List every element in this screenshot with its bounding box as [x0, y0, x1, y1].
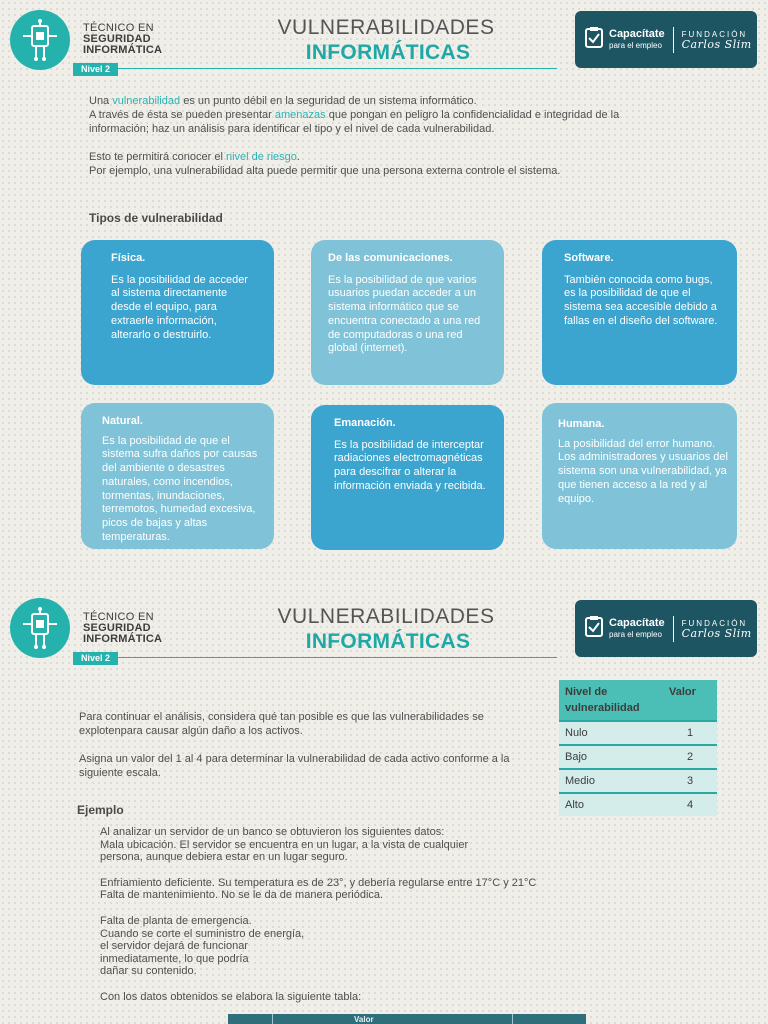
logo-text — [83, 23, 162, 56]
page-subtitle: INFORMÁTICAS — [305, 41, 471, 64]
value-cell: 2 — [663, 745, 717, 769]
card-text: También conocida como bugs, es la posibilidad de que el sistema sea accesible debido a fallas en el diseño del software. — [564, 273, 718, 327]
example-text — [100, 826, 537, 1004]
example-line: Al analizar un servidor de un banco se obtuvieron los siguientes datos: — [100, 826, 445, 838]
intro-p1 — [89, 94, 644, 108]
card-text: Es la posibilidad de acceder al sistema directamente desde el equipo, para extraerle información, alterarlo o destruirlo. — [111, 273, 248, 341]
brand-cap-label: Capacítate — [609, 616, 665, 629]
example-line: Enfriamiento deficiente. Su temperatura es de 23°, y debería regularse entre 17°C y 21°C — [100, 876, 537, 889]
card-comunicaciones — [311, 240, 504, 385]
example-line: dañar su contenido. — [100, 965, 197, 978]
card-natural — [81, 403, 274, 549]
value-cell: 4 — [663, 793, 717, 816]
table-row — [559, 721, 717, 745]
card-title: Software. — [564, 252, 614, 264]
card-software — [542, 240, 737, 385]
amenazas-link: amenazas — [274, 109, 326, 121]
brand-cap-label: Capacítate — [609, 27, 665, 40]
nivel-badge: Nivel 2 — [73, 63, 118, 76]
page-title: VULNERABILIDADES — [277, 605, 495, 628]
intro-text — [89, 94, 644, 178]
logo-line2: SEGURIDAD — [83, 33, 151, 45]
value-cell: 1 — [663, 721, 717, 745]
level-cell: Alto — [559, 793, 663, 816]
page-title: VULNERABILIDADES — [277, 16, 495, 39]
nivel-badge: Nivel 2 — [73, 652, 118, 665]
clipboard-icon — [585, 615, 603, 642]
intro-p3-b: . — [296, 151, 300, 163]
table-header-level: Nivel de vulnerabilidad — [559, 680, 663, 721]
page2-p2: Asigna un valor del 1 al 4 para determinar la vulnerabilidad de cada activo conforme a la siguiente escala. — [79, 753, 510, 779]
brand-logo — [575, 600, 757, 657]
intro-p3 — [89, 150, 644, 164]
example-line: inmediatamente, lo que podría — [100, 952, 249, 965]
table-row — [559, 745, 717, 769]
page2-p1: Para continuar el análisis, considera qué tan posible es que las vulnerabilidades se explotenpara causar algún daño a los activos. — [79, 711, 484, 737]
brand-capacitate — [609, 28, 665, 52]
intro-p2-b: que pongan en peligro la confidencialidad e integridad de la información; haz un análisis para identificar el tipo y el nivel de cada vulnerabilidad. — [89, 109, 620, 135]
example-heading: Ejemplo — [77, 803, 124, 817]
card-text: Es la posibilidad de interceptar radiaciones electromagnéticas para descifrar o alterar la información enviada y recibida. — [334, 438, 486, 492]
brand-fund-label: FUNDACIÓN — [681, 618, 748, 628]
logo-line1: TÉCNICO EN — [83, 611, 154, 623]
intro-p4: Por ejemplo, una vulnerabilidad alta puede permitir que una persona externa controle el sistema. — [89, 165, 561, 177]
brand-separator — [673, 27, 674, 53]
logo-line3: INFORMÁTICA — [83, 44, 163, 56]
brand-fund-name: Carlos Slim — [681, 626, 752, 640]
intro-p2 — [89, 108, 644, 136]
table-row — [559, 793, 717, 816]
card-emanacion — [311, 405, 504, 550]
page-subtitle: INFORMÁTICAS — [305, 630, 471, 653]
level-cell: Bajo — [559, 745, 663, 769]
logo-icon — [10, 10, 70, 70]
card-text: Es la posibilidad de que el sistema sufra daños por causas del ambiente o desastres naturales, como incendios, tormentas, inundaciones, terremotos, humedad excesiva, picos de bajas y altas temperaturas. — [102, 434, 258, 543]
brand-fundacion — [682, 30, 752, 50]
card-text: Es la posibilidad de que varios usuarios puedan acceder a un sistema informático que se encuentra conectado a una red de computadoras o una red global (internet). — [328, 273, 481, 355]
example-line: el servidor dejará de funcionar — [100, 940, 248, 953]
example-line: Con los datos obtenidos se elabora la siguiente tabla: — [100, 990, 362, 1003]
brand-capacitate — [609, 617, 665, 641]
brand-logo — [575, 11, 757, 68]
card-title: Emanación. — [334, 417, 396, 429]
logo-text — [83, 612, 162, 645]
card-title: Humana. — [558, 418, 605, 430]
table-divider — [272, 1014, 273, 1024]
card-title: Física. — [111, 252, 146, 264]
logo-line3: INFORMÁTICA — [83, 633, 163, 645]
brand-fund-label: FUNDACIÓN — [681, 29, 748, 39]
example-line: Cuando se corte el suministro de energía, — [100, 927, 305, 940]
logo-line1: TÉCNICO EN — [83, 22, 154, 34]
brand-fundacion — [682, 619, 752, 639]
nivel-riesgo-link: nivel de riesgo — [225, 151, 297, 163]
vulnerability-scale-table — [559, 680, 717, 816]
table-divider — [512, 1014, 513, 1024]
example-line: Falta de planta de emergencia. — [100, 914, 252, 927]
example-line: Falta de mantenimiento. No se le da de manera periódica. — [100, 889, 384, 902]
intro-p1-a: Una — [89, 95, 113, 107]
brand-fund-name: Carlos Slim — [681, 37, 752, 51]
vulnerabilidad-link: vulnerabilidad — [112, 95, 181, 107]
level-cell: Nulo — [559, 721, 663, 745]
brand-cap-sub: para el empleo — [609, 40, 662, 50]
brand-cap-sub: para el empleo — [609, 629, 662, 639]
card-humana — [542, 403, 737, 549]
intro-p2-a: A través de ésta se pueden presentar — [89, 109, 275, 121]
table-row — [559, 769, 717, 793]
card-title: Natural. — [102, 415, 143, 427]
intro-p3-a: Esto te permitirá conocer el — [89, 151, 226, 163]
card-text: La posibilidad del error humano. Los administradores y usuarios del sistema son una vulnerabilidad, ya que tienen acceso a la red y al equipo. — [558, 437, 728, 505]
value-cell: 3 — [663, 769, 717, 793]
types-heading: Tipos de vulnerabilidad — [89, 211, 223, 225]
card-title: De las comunicaciones. — [328, 252, 453, 264]
level-cell: Medio — [559, 769, 663, 793]
card-fisica — [81, 240, 274, 385]
logo-icon — [10, 598, 70, 658]
example-line: Mala ubicación. El servidor se encuentra en un lugar, a la vista de cualquier persona, aunque debiera estar en un lugar seguro. — [100, 838, 469, 864]
brand-separator — [673, 616, 674, 642]
logo-line2: SEGURIDAD — [83, 622, 151, 634]
clipboard-icon — [585, 26, 603, 53]
nivel-divider — [73, 68, 557, 69]
intro-p1-b: es un punto débil en la seguridad de un sistema informático. — [180, 95, 477, 107]
table-header-value: Valor — [663, 680, 717, 721]
table-header-valor: Valor — [354, 1015, 374, 1024]
data-table-top — [228, 1014, 586, 1024]
nivel-divider — [73, 657, 557, 658]
